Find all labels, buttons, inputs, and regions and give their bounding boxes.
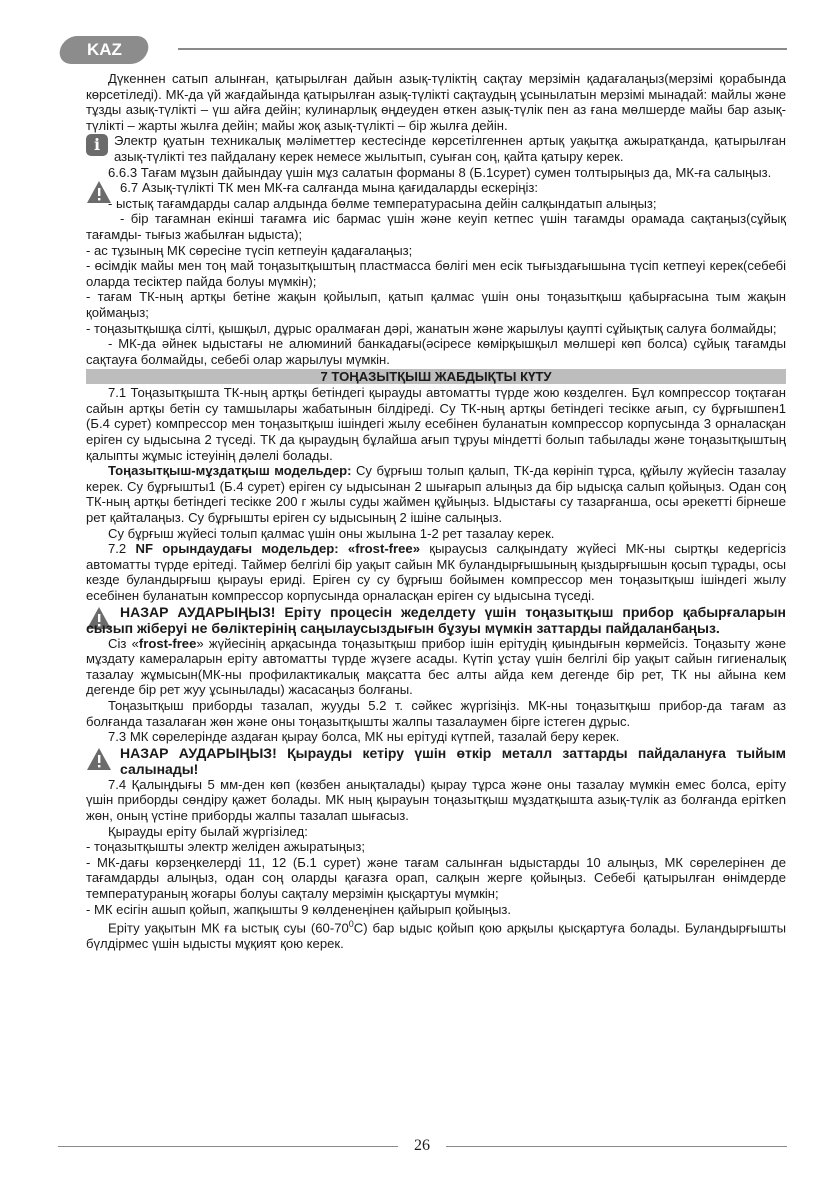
warning-text-1: НАЗАР АУДАРЫҢЫЗ! Еріту процесін жеделдету үшін тоңазытқыш прибор қабырғаларын сызып жіберуі не бөліктерінің саңылаусыздығын бұзуы мүмкін заттарды пайдаланбаңыз. bbox=[86, 603, 786, 636]
warning-icon bbox=[86, 747, 112, 771]
rule-item: - тоңазытқышқа сілті, қышқыл, дұрыс оралмаған дәрі, жанатын және жарылуы қаупті сұйықтық салуға болмайды; bbox=[86, 320, 777, 336]
page-content bbox=[86, 71, 786, 952]
section-number: 7.2 bbox=[108, 541, 136, 557]
step-item: - МК есігін ашып қойып, жапқышты 9 көлденеңінен қайырып қойыңыз. bbox=[86, 901, 512, 917]
rule-item: - МК-да әйнек ыдыстағы не алюминий банкадағы(әсіресе көмірқышқыл мөлшері көп болса) сұйық тағамды сақтауға болмайды, себебі олар жарылуы мүмкін. bbox=[86, 336, 786, 367]
warning-block-1 bbox=[86, 604, 786, 636]
text-fragment: Сіз « bbox=[108, 635, 139, 651]
frost-free-term: frost-free bbox=[138, 635, 197, 651]
paragraph-7-4: 7.4 Қалыңдығы 5 мм-ден көп (көзбен анықталады) қырау тұрса және оны тазалау мүмкін емес болса, еріту үшін приборды сөндіру қажет болады. МК ның қырауын тоңазытқыш мұздатқышта азық-түлік аз болғанда ерітken жөн, оның үстіне приборды жалпы тазалап шығасыз. bbox=[86, 776, 786, 823]
paragraph-cleaning-frequency: Су бұрғыш жүйесі толып қалмас үшін оны жылына 1-2 рет тазалау керек. bbox=[108, 525, 555, 541]
header-rule bbox=[178, 48, 787, 50]
paragraph-defrost-steps-intro: Қырауды еріту былай жүргізілед: bbox=[108, 823, 308, 839]
nf-models-text: қыраусыз салқындату жүйесі МК-ны сыртқы кедергісіз автоматты түрде ерітеді. Таймер белгілі бір уақыт сайын МК буландырғышының қыздырғышын қосып тұрады, осы кезде буландырғыш қырауы ериді. Еріген су су бұрғыш бойымен компрессор мен тоңазытқыш ішіндегі жылу есебінен буланатын компрессор корпусында орналасқан еріген су ыдысына түседі. bbox=[86, 541, 786, 603]
rule-item: - бір тағамнан екінші тағамға иіс бармас үшін және кеуіп кетпес үшін тағамды орамада сақтаңыз(сұйық тағамды- тығыз жабылған ыдыста); bbox=[86, 211, 786, 242]
rule-item: - ас тұзының МК сөресіне түсіп кетпеуін қадағалаңыз; bbox=[86, 242, 413, 258]
text-fragment: » жүйесінің арқасында тоңазытқыш прибор ішін ерітудің қиындығын көрмейсіз. Тоңазыту және мұздату камераларын еріту автоматты түрде жүзеге асады. Күтіп ұстау үшін белгілі бір уақыт сайын гигиеналық тазалау жұмысын(МК-ны профилактикалық мақсатта бес алты айда кем дегенде бір рет, ТК ны айына кем дегенде бір рет жуу ұсынылады) жасасаңыз болғаны. bbox=[86, 635, 786, 698]
models-heading: Тоңазытқыш-мұздатқыш модельдер: bbox=[108, 463, 352, 479]
nf-models-heading: NF орындаудағы модельдер: «frost-free» bbox=[135, 541, 420, 557]
language-label: KAZ bbox=[86, 40, 122, 59]
footer-rule-right bbox=[446, 1146, 787, 1147]
paragraph-7-2 bbox=[86, 541, 786, 603]
paragraph-6-6-3: 6.6.3 Тағам мұзын дайындау үшін мұз салатын форманы 8 (Б.1сурет) сумен толтырыңыз да, МК-ға салыңыз. bbox=[108, 164, 772, 180]
paragraph-frost-free bbox=[86, 636, 786, 698]
rule-item: - өсімдік майы мен тоң май тоңазытқыштың пластмасса бөлігі мен есік тығыздағышына түсіп кетпеуі керек(себебі оларда тесіктер пайда болуы мүмкін); bbox=[86, 258, 786, 289]
paragraph-7-1: 7.1 Тоңазытқышта ТК-ның артқы бетіндегі қырауды автоматты түрде жою көзделген. Бұл компрессор тоқтаған сайын артқы бетін су тамшылары жабатынын білдіреді. Су ТК-ның артқы бетіндегі тесікке ағып, су бұрғышпен1 (Б.4 сурет) компрессор мен тоңазытқыш ішіндегі жылу есебінен буланатын компрессор корпусында 3 орналасқан еріген су ыдысына 2 түседі. ТК да қыраудың бұлайша ағып тұруы міндетті болып табылады және тоңазытқыштың қалыпты жұмыс істеуінің дәлелі болады. bbox=[86, 385, 786, 463]
models-text: Су бұрғыш толып қалып, ТК-да көрініп тұрса, құйылу жүйесін тазалау керек. Су бұрғышты1 (Б.4 сурет) еріген су ыдысынан 2 шығарып алыңыз да бір ыдысқа салып қойыңыз. Одан соң ТК-ның артқы бетіндегі тесікке 200 г жылы суды жаймен құйыңыз. Ыдыстағы су тазарғанша, осы әрекетті бірнеше рет қайталаңыз. Су бұрғышты еріген су ыдысының 2 ішіне салыңыз. bbox=[86, 463, 787, 526]
warning-block-2 bbox=[86, 745, 786, 777]
paragraph-defrost-speedup bbox=[86, 917, 786, 952]
step-item: - тоңазытқышты электр желіден ажыратыңыз; bbox=[86, 839, 366, 855]
rule-item: - ыстық тағамдарды салар алдында бөлме температурасына дейін салқындатып алыңыз; bbox=[108, 195, 657, 211]
info-note bbox=[86, 133, 786, 164]
rules-block bbox=[86, 180, 786, 196]
paragraph-6-7: 6.7 Азық-түлікті ТК мен МК-ға салғанда мына қағидаларды ескеріңіз: bbox=[120, 180, 539, 196]
info-note-text: Электр қуатын техникалық мәліметтер кестесінде көрсетілгеннен артық уақытқа ажыратқанда, қатырылған азық-түлікті тез пайдалану керек немесе жылытып, суыған соң, қайта қатыру керек. bbox=[114, 133, 786, 164]
section-7-heading: 7 ТОҢАЗЫТҚЫШ ЖАБДЫҚТЫ КҮТУ bbox=[86, 369, 786, 384]
step-item: - МК-дағы көрзеңкелерді 11, 12 (Б.1 сурет) және тағам салынған ыдыстарды 10 алыңыз, МК сөрелерінен де тағамдарды алыңыз, одан соң оларды қағазға орап, салқын жерге қойыңыз. Себебі қатырылған өнімдерде температураның жоғары болуы сақталу мерзімін қысқартуы мүмкін; bbox=[86, 854, 786, 901]
info-icon: i bbox=[86, 134, 108, 156]
text-fragment: С) бар ыдыс қойып қою арқылы қысқартуға болады. Буландырғышты бүлдірмес үшін ыдысты мұқият қою керек. bbox=[86, 920, 786, 952]
page-number: 26 bbox=[414, 1137, 430, 1154]
paragraph-storage-terms: Дүкеннен сатып алынған, қатырылған дайын азық-түліктің сақтау мерзімін қадағалаңыз(мерзімі қорабында көрсетіледі). МК-да үй жағдайында қатырылған азық-түлікті сақтаудың ұсынылатын мерзімі мынадай: майлы және тұзды азық-түлікті – үш айға дейін; кулинарлық өңдеуден өткен азық-түлік пен аз ғана мөлшерде майы бар азық-түлікті – жарты жылға дейін; майы жоқ азық-түлікті – бір жылға дейін. bbox=[86, 71, 786, 133]
warning-text-2: НАЗАР АУДАРЫҢЫЗ! Қырауды кетіру үшін өткір металл заттарды пайдалануға тыйым салынады! bbox=[120, 744, 786, 777]
paragraph-cleaning-5-2: Тоңазытқыш приборды тазалап, жууды 5.2 т. сәйкес жүргізіңіз. МК-ны тоңазытқыш прибор-да тағам аз болғанда тазалаған жөн және оны тоңазытқышты жалпы тазалаумен бірге істеген дұрыс. bbox=[86, 697, 786, 729]
text-fragment: Еріту уақытын МК ға ыстық суы (60-70 bbox=[108, 920, 349, 936]
paragraph-7-3: 7.3 МК сөрелерінде аздаған қырау болса, МК ны ерітуді күтпей, тазалай беру керек. bbox=[108, 729, 620, 745]
footer-rule-left bbox=[58, 1146, 398, 1147]
degree-superscript: 0 bbox=[348, 919, 354, 930]
rule-item: - тағам ТК-ның артқы бетіне жақын қойылып, қатып қалмас үшін оны тоңазытқыш қабырғасына тым жақын қоймаңыз; bbox=[86, 289, 786, 320]
language-badge bbox=[57, 36, 151, 64]
paragraph-fridge-freezer bbox=[86, 463, 786, 525]
